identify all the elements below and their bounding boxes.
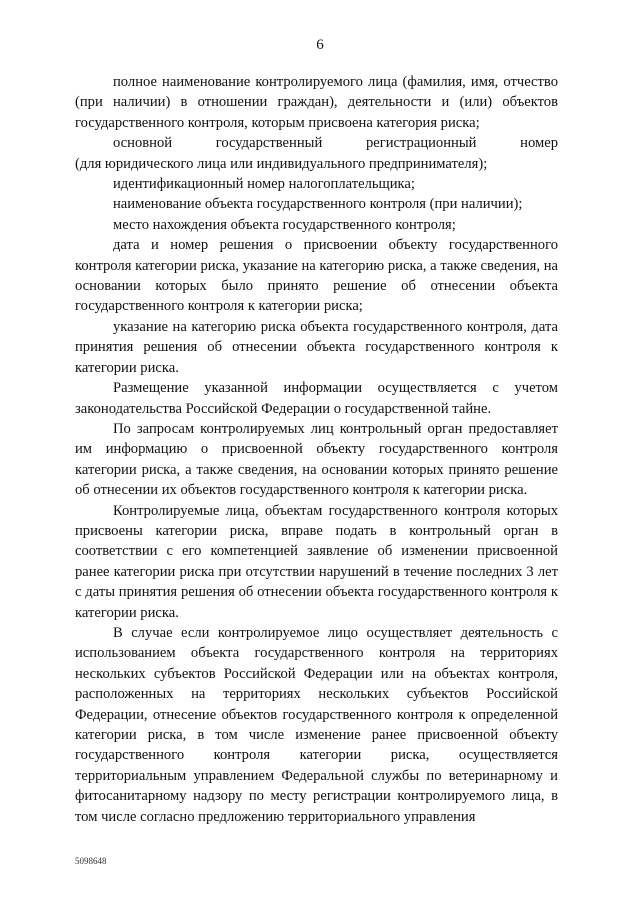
paragraph-inn: идентификационный номер налогоплательщика;: [113, 176, 415, 193]
paragraph-ogrn-note: (для юридического лица или индивидуального предпринимателя);: [75, 155, 488, 172]
paragraph-object-location: место нахождения объекта государственного контроля;: [113, 216, 456, 233]
paragraph-change-application: Контролируемые лица, объектам государственного контроля которых присвоены категории риска, вправе подать в контрольный орган в соответствии с его компетенцией заявление об изменении присвоенной ранее категории риска при отсутствии нарушений в течение последних 3 лет с даты принятия решения об отнесении объекта государственного контроля к категории риска.: [75, 502, 558, 621]
paragraph-full-name: полное наименование контролируемого лица (фамилия, имя, отчество (при наличии) в отношении граждан), деятельности и (или) объектов государственного контроля, которым присвоена категория риска;: [75, 74, 558, 131]
paragraph-state-secret: Размещение указанной информации осуществляется с учетом законодательства Российской Федерации о государственной тайне.: [75, 380, 558, 417]
page-number: 6: [316, 37, 324, 53]
paragraph-decision-date: дата и номер решения о присвоении объекту государственного контроля категории риска, указание на категорию риска, а также сведения, на основании которых было принято решение об отнесении объекта государственного контроля к категории риска;: [75, 237, 558, 315]
document-code: 5098648: [75, 856, 107, 866]
paragraph-multiple-regions: В случае если контролируемое лицо осуществляет деятельность с использованием объекта государственного контроля на территориях нескольких субъектов Российской Федерации или на объектах контроля, расположенных на территориях нескольких субъектов Российской Федерации, отнесение объектов государственного контроля к определенной категории риска, в том числе изменение ранее присвоенной объекту государственного контроля категории риска, осуществляется территориальным управлением Федеральной службы по ветеринарному и фитосанитарному надзору по месту регистрации контролируемого лица, в том числе согласно предложению территориального управления: [75, 624, 558, 825]
paragraph-risk-category: указание на категорию риска объекта государственного контроля, дата принятия решения об отнесении объекта государственного контроля к категории риска.: [75, 318, 558, 376]
paragraph-object-name: наименование объекта государственного контроля (при наличии);: [113, 196, 523, 213]
paragraph-ogrn: основной государственный регистрационный номер: [113, 135, 558, 152]
paragraph-requests: По запросам контролируемых лиц контрольный орган предоставляет им информацию о присвоенной объекту государственного контроля категории риска, а также сведения, на основании которых принято решение об отнесении их объектов государственного контроля к категории риска.: [75, 420, 558, 499]
document-body: [75, 72, 558, 827]
